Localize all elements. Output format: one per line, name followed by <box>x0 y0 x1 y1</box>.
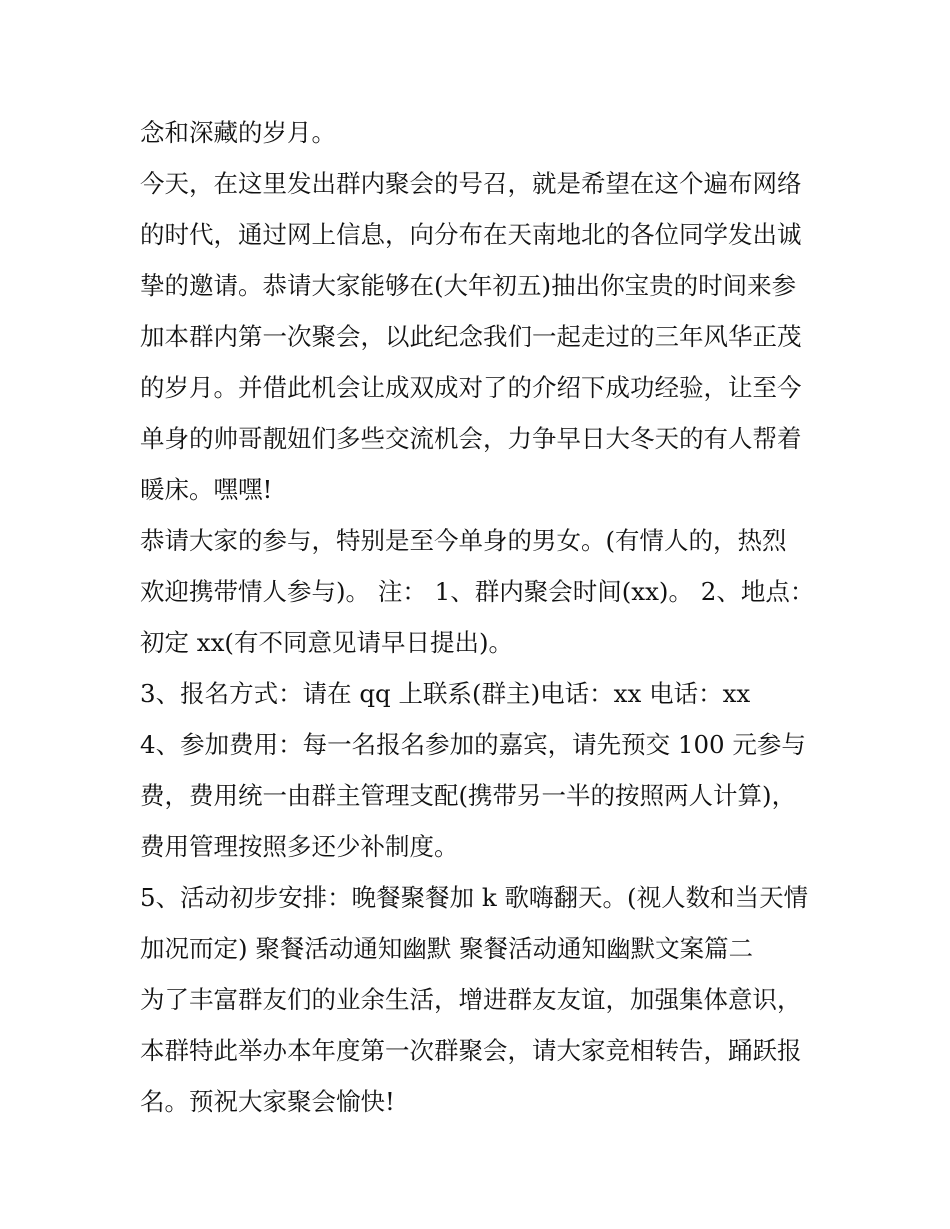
text-line: 加本群内第一次聚会，以此纪念我们一起走过的三年风华正茂 <box>140 322 802 351</box>
text-line: 加况而定) 聚餐活动通知幽默 聚餐活动通知幽默文案篇二 <box>140 934 754 963</box>
text-line: 费用管理按照多还少补制度。 <box>140 832 459 861</box>
text-line: 念和深藏的岁月。 <box>140 118 336 147</box>
text-line: 为了丰富群友们的业余生活，增进群友友谊，加强集体意识， <box>140 985 802 1014</box>
text-line: 初定 xx(有不同意见请早日提出)。 <box>140 628 514 657</box>
text-line: 欢迎携带情人参与)。 注： 1、群内聚会时间(xx)。 2、地点： <box>140 577 815 606</box>
document-body <box>140 107 820 1127</box>
text-line: 单身的帅哥靓妞们多些交流机会，力争早日大冬天的有人帮着 <box>140 424 802 453</box>
text-line: 名。预祝大家聚会愉快! <box>140 1087 395 1116</box>
text-line: 今天，在这里发出群内聚会的号召，就是希望在这个遍布网络 <box>140 169 802 198</box>
text-line: 的时代，通过网上信息，向分布在天南地北的各位同学发出诚 <box>140 220 802 249</box>
text-line: 挚的邀请。恭请大家能够在(大年初五)抽出你宝贵的时间来参 <box>140 271 797 300</box>
text-line: 费，费用统一由群主管理支配(携带另一半的按照两人计算)， <box>140 781 797 810</box>
text-line: 本群特此举办本年度第一次群聚会，请大家竞相转告，踊跃报 <box>140 1036 802 1065</box>
text-line: 4、参加费用：每一名报名参加的嘉宾，请先预交 100 元参与 <box>140 730 806 759</box>
text-line: 恭请大家的参与，特别是至今单身的男女。(有情人的，热烈 <box>140 526 787 555</box>
text-line: 5、活动初步安排：晚餐聚餐加 k 歌嗨翻天。(视人数和当天情 <box>140 883 809 912</box>
text-line: 3、报名方式：请在 qq 上联系(群主)电话：xx 电话：xx <box>140 679 751 708</box>
text-line: 的岁月。并借此机会让成双成对了的介绍下成功经验，让至今 <box>140 373 802 402</box>
text-line: 暖床。嘿嘿! <box>140 475 273 504</box>
